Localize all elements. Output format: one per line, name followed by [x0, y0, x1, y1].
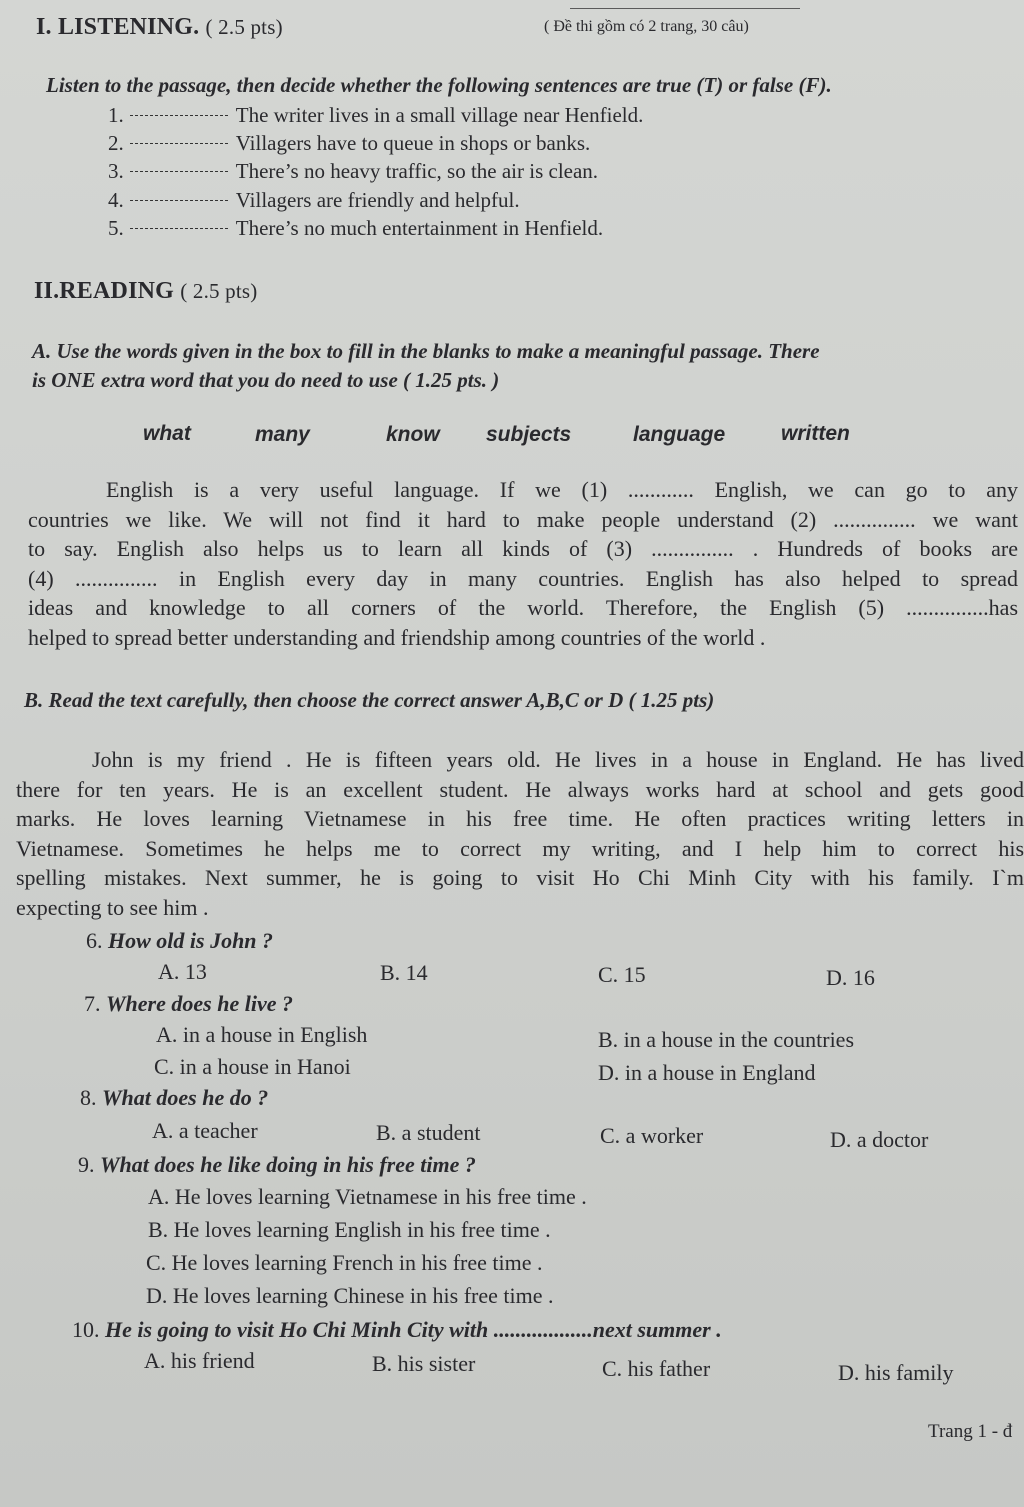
answer-blank[interactable]	[130, 200, 228, 201]
partB-passage	[16, 745, 1024, 922]
listening-instruction: Listen to the passage, then decide whether the following sentences are true (T) or false (F).	[46, 73, 832, 97]
passage-line: marks. He loves learning Vietnamese in his free time. He often practices writing letters in	[16, 806, 1024, 831]
option[interactable]: A. his friend	[144, 1348, 255, 1373]
reading-title: II.READING ( 2.5 pts)	[34, 278, 258, 304]
passage-line: expecting to see him .	[16, 894, 209, 920]
passage-line: countries we like. We will not find it hard to make people understand (2) ............... we want	[28, 506, 1018, 532]
word-box-item: know	[386, 423, 440, 446]
question: 10. He is going to visit Ho Chi Minh City with ..................next summer .	[72, 1317, 722, 1342]
option[interactable]: A. a teacher	[152, 1118, 258, 1143]
tf-item: 3. There’s no heavy traffic, so the air is clean.	[108, 159, 599, 183]
passage-line: to say. English also helps us to learn all kinds of (3) ............... . Hundreds of books are	[28, 536, 1018, 561]
option[interactable]: C. He loves learning French in his free time .	[146, 1250, 543, 1275]
passage-line: ideas and knowledge to all corners of the world. Therefore, the English (5) ...............has	[28, 595, 1018, 620]
option[interactable]: A. in a house in English	[156, 1022, 368, 1047]
option[interactable]: A. 13	[158, 959, 207, 984]
passage-line: English is a very useful language. If we (1) ............ English, we can go to any	[106, 477, 1018, 502]
option[interactable]: D. He loves learning Chinese in his free time .	[146, 1283, 554, 1308]
passage-line: (4) ............... in English every day in many countries. English has also helped to spread	[28, 565, 1018, 591]
option[interactable]: B. his sister	[372, 1351, 476, 1376]
option[interactable]: D. 16	[826, 965, 875, 990]
option[interactable]: B. in a house in the countries	[598, 1027, 855, 1052]
tf-item: 1. The writer lives in a small village near Henfield.	[108, 103, 644, 127]
word-box-item: many	[255, 423, 310, 446]
passage-line: spelling mistakes. Next summer, he is going to visit Ho Chi Minh City with his family. I`m	[16, 865, 1024, 890]
word-box-item: written	[781, 422, 850, 445]
option[interactable]: D. in a house in England	[598, 1060, 816, 1085]
option[interactable]: A. He loves learning Vietnamese in his free time .	[148, 1184, 587, 1209]
option[interactable]: B. 14	[380, 960, 428, 985]
top-rule	[570, 8, 800, 9]
option[interactable]: C. in a house in Hanoi	[154, 1054, 351, 1079]
answer-blank[interactable]	[130, 115, 228, 116]
passage-line: John is my friend . He is fifteen years old. He lives in a house in England. He has lived	[92, 747, 1024, 772]
option[interactable]: B. He loves learning English in his free time .	[148, 1217, 551, 1242]
answer-blank[interactable]	[130, 143, 228, 144]
word-box-item: what	[143, 422, 191, 445]
page-number: Trang 1 - đ	[928, 1421, 1013, 1442]
answer-blank[interactable]	[130, 171, 228, 172]
passage-line: there for ten years. He is an excellent student. He always works hard at school and gets good	[16, 776, 1024, 802]
option[interactable]: C. his father	[602, 1356, 711, 1381]
option[interactable]: C. 15	[598, 962, 646, 987]
option[interactable]: D. his family	[838, 1360, 954, 1385]
tf-item: 2. Villagers have to queue in shops or banks.	[108, 131, 591, 155]
option[interactable]: D. a doctor	[830, 1127, 929, 1152]
passage-line: Vietnamese. Sometimes he helps me to correct my writing, and I help him to correct his	[16, 835, 1024, 861]
option[interactable]: B. a student	[376, 1120, 481, 1145]
partA-instruction-2: is ONE extra word that you do need to use ( 1.25 pts. )	[32, 368, 500, 392]
partB-instruction: B. Read the text carefully, then choose the correct answer A,B,C or D ( 1.25 pts)	[24, 688, 715, 712]
word-box-item: subjects	[486, 423, 572, 446]
listening-title: I. LISTENING. ( 2.5 pts)	[36, 14, 283, 40]
word-box-item: language	[633, 423, 726, 446]
question: 6. How old is John ?	[86, 928, 274, 953]
question: 9. What does he like doing in his free time ?	[78, 1152, 476, 1177]
partA-passage	[28, 475, 1018, 652]
tf-item: 5. There’s no much entertainment in Henfield.	[108, 216, 604, 240]
tf-item: 4. Villagers are friendly and helpful.	[108, 188, 520, 212]
option[interactable]: C. a worker	[600, 1123, 704, 1148]
partA-instruction-1: A. Use the words given in the box to fill in the blanks to make a meaningful passage. There	[32, 339, 820, 363]
exam-note: ( Đề thi gồm có 2 trang, 30 câu)	[544, 18, 749, 35]
passage-line: helped to spread better understanding and friendship among countries of the world .	[28, 624, 766, 650]
question: 8. What does he do ?	[80, 1085, 269, 1110]
answer-blank[interactable]	[130, 228, 228, 229]
question: 7. Where does he live ?	[84, 991, 293, 1016]
